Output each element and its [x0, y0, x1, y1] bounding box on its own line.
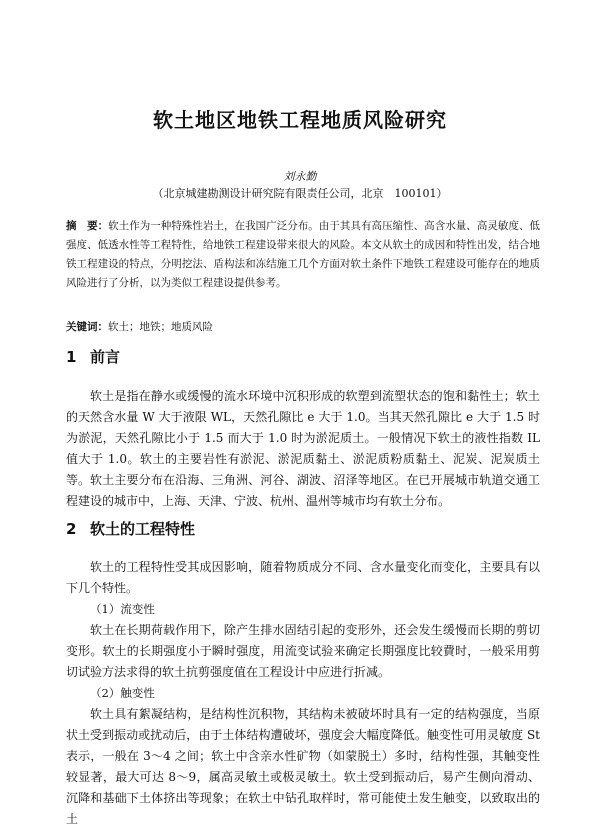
body-paragraph: 软土在长期荷载作用下，除产生排水固结引起的变形外，还会发生缓慢而长期的剪切变形。软土的长期强度小于瞬时强度，用流变试验来确定长期强度比较費时，一般采用剪切试验方法求得的软土抗剪强度值在工程设计中应进行折减。 [66, 623, 540, 679]
keywords-text: 软土；地铁；地质风险 [108, 321, 213, 333]
section-title: 前言 [90, 348, 121, 366]
section-title: 软土的工程特性 [90, 520, 196, 538]
body-paragraph: 软土主要分布在沿海、三角洲、河谷、湖波、沼泽等地区。在已开展城市轨道交通工程建设的城市中，上海、天津、宁波、杭州、温州等城市均有软土分布。 [66, 473, 540, 508]
paper-title: 软土地区地铁工程地质风险研究 [153, 108, 447, 132]
body-paragraph: 软土的工程特性受其成因影响，随着物质成分不同、含水量变化而变化，主要具有以下几个特性。 [66, 560, 540, 595]
subsection-label: （1）流变性 [90, 602, 155, 616]
abstract-label: 摘 要： [66, 220, 109, 232]
author-name: 刘永勤 [283, 170, 317, 183]
keywords [66, 318, 540, 337]
abstract-text: 软土作为一种特殊性岩土，在我国广泛分布。由于其具有高压缩性、高含水量、高灵敏度、低强度、低透水性等工程特性，给地铁工程建设带来很大的风险。本文从软土的成因和特性出发，结合地铁工程建设的特点，分明挖法、盾构法和冻结施工几个方面对软土条件下地铁工程建设可能存在的地质风险进行了分析，以为类似工程建设提供参考。 [66, 220, 541, 289]
author-affiliation: （北京城建勘测设计研究院有限责任公司，北京 100101） [152, 187, 448, 200]
keywords-label: 关键词： [66, 321, 108, 333]
section-heading-2 [66, 518, 195, 539]
section-number: 1 [66, 348, 77, 366]
body-paragraph: 软土具有絮凝结构，是结构性沉积物，其结构未被破坏时具有一定的结构强度，当原状土受到振动或扰动后，由于土体结构遭破坏，强度会大幅度降低。触变性可用灵敏度 St 表示，一般在 3～4 之间；软土中含亲水性矿物（如蒙脱土）多时，结构性强，其触变性较显著，最大可达 8～9，属高灵敏土或极灵敏土。软土受到振动后，易产生侧向滑动、沉降和基础下土体挤出等现象；在软土中钻孔取样时，常可能使土发生触变，以致取出的土 [66, 707, 540, 826]
abstract [66, 217, 540, 293]
section-number: 2 [66, 520, 77, 538]
body-paragraph: 软土是指在静水或缓慢的流水环境中沉积形成的软塑到流塑状态的饱和黏性土；软土的天然含水量 W 大于液限 WL，天然孔隙比 e 大于 1.0。当其天然孔隙比 e 大于 1.5 时为淤泥，天然孔隙比小于 1.5 而大于 1.0 时为淤泥质土。一般情况下软土的液性指数 IL 值大于 1.0。软土的主要岩性有淤泥、淤泥质黏土、淤泥质粉质黏土、泥炭、泥炭质土等。 [66, 389, 540, 487]
subsection-label: （2）触变性 [90, 686, 155, 700]
section-heading-1 [66, 346, 120, 367]
